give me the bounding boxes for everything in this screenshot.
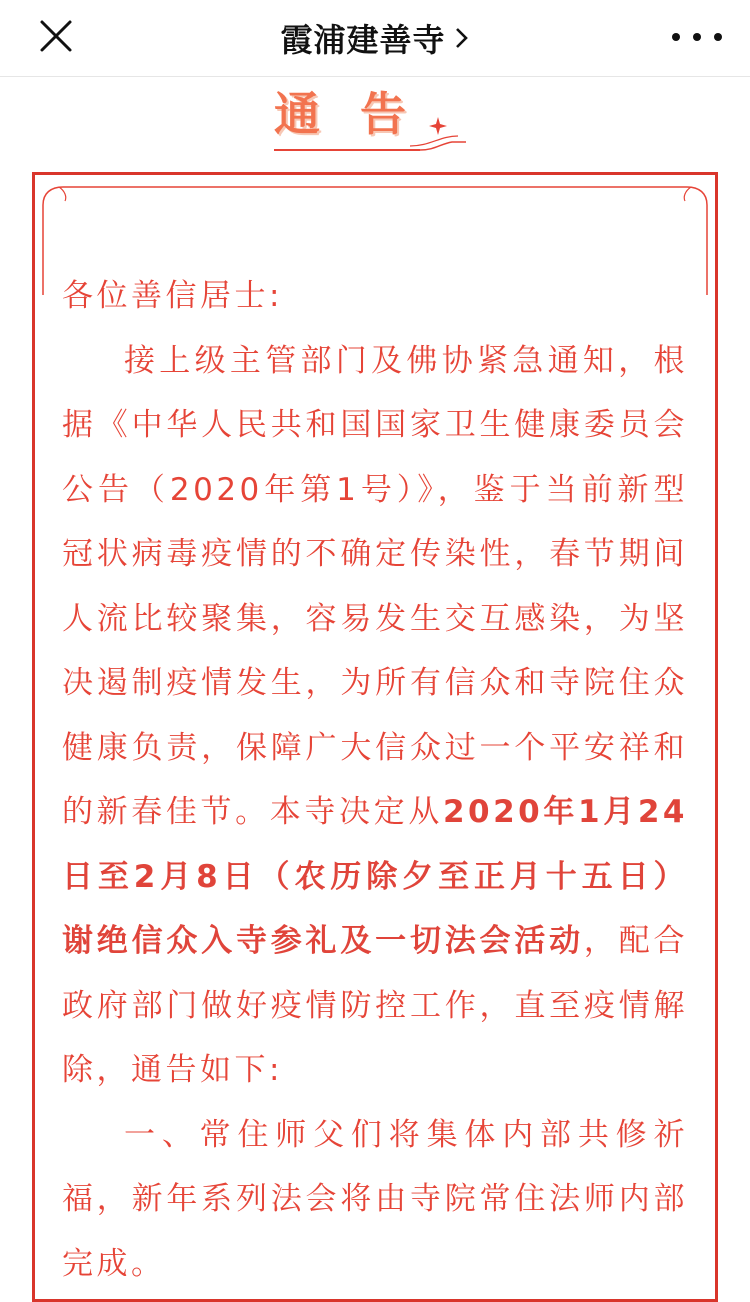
- notice-heading-text: 通告: [274, 87, 446, 141]
- page-title[interactable]: 霞浦建善寺: [280, 21, 446, 59]
- notice-greeting: 各位善信居士:: [62, 278, 283, 314]
- notice-emphasis: 2020年1月24日至2月8日（农历除夕至正月十五日）谢绝信众入寺参礼及一切法会活动: [62, 794, 688, 959]
- notice-text: ，配合政府部门做好疫情防控工作，直至疫情解除，通告如下:: [62, 923, 689, 1088]
- notice-text: 接上级主管部门及佛协紧急通知，根据《中华人民共和国国家卫生健康委员会公告（2020年第1号）》，鉴于当前新型冠状病毒疫情的不确定传染性，春节期间人流比较聚集，容易发生交互感染，为坚决遏制疫情发生，为所有信众和寺院住众健康负责，保障广大信众过一个平安祥和的新春佳节。本寺决定从: [62, 342, 688, 830]
- top-nav-bar: [0, 0, 750, 77]
- chevron-right-icon: [454, 25, 470, 51]
- notice-item-1: 一、常住师父们将集体内部共修祈福，新年系列法会将由寺院常住法师内部完成。: [62, 1116, 688, 1282]
- dot: [714, 33, 722, 41]
- notice-paragraph: [62, 329, 688, 1103]
- dot: [672, 33, 680, 41]
- notice-body: [62, 264, 688, 1296]
- notice-heading: [270, 84, 470, 156]
- account-title-link[interactable]: [0, 0, 750, 76]
- dot: [693, 33, 701, 41]
- more-dots-icon[interactable]: [672, 22, 722, 52]
